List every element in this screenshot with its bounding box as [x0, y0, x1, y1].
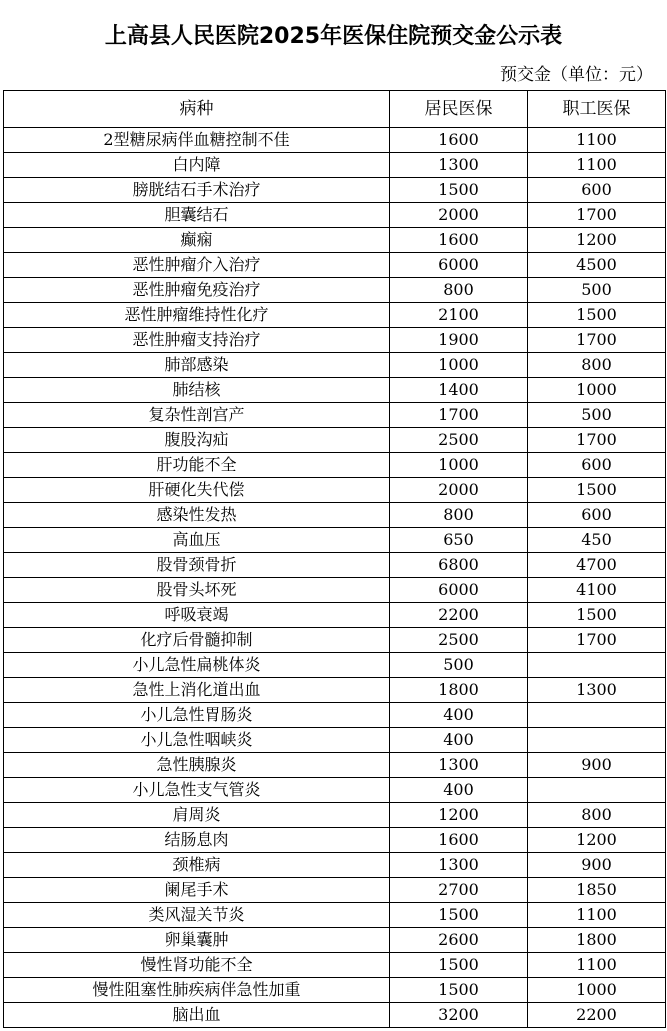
- resident-insurance-cell: 1800: [390, 678, 528, 703]
- disease-cell: 肺结核: [4, 378, 390, 403]
- employee-insurance-cell: 800: [528, 353, 666, 378]
- employee-insurance-cell: 2200: [528, 1003, 666, 1028]
- disease-cell: 恶性肿瘤支持治疗: [4, 328, 390, 353]
- resident-insurance-cell: 1500: [390, 978, 528, 1003]
- employee-insurance-cell: 1700: [528, 328, 666, 353]
- disease-cell: 膀胱结石手术治疗: [4, 178, 390, 203]
- disease-cell: 小儿急性扁桃体炎: [4, 653, 390, 678]
- employee-insurance-cell: [528, 703, 666, 728]
- employee-insurance-cell: 4700: [528, 553, 666, 578]
- resident-insurance-cell: 6000: [390, 253, 528, 278]
- employee-insurance-cell: 600: [528, 503, 666, 528]
- disease-cell: 慢性肾功能不全: [4, 953, 390, 978]
- employee-insurance-cell: 500: [528, 278, 666, 303]
- page-title: 上高县人民医院2025年医保住院预交金公示表: [104, 24, 563, 49]
- employee-insurance-cell: 500: [528, 403, 666, 428]
- employee-insurance-cell: 800: [528, 803, 666, 828]
- resident-insurance-cell: 2000: [390, 203, 528, 228]
- table-header-row: [4, 91, 666, 128]
- resident-insurance-cell: 3200: [390, 1003, 528, 1028]
- table-row: [4, 603, 666, 628]
- disease-cell: 2型糖尿病伴血糖控制不佳: [4, 128, 390, 153]
- table-row: [4, 803, 666, 828]
- table-row: [4, 403, 666, 428]
- disease-cell: 肩周炎: [4, 803, 390, 828]
- resident-insurance-cell: 1000: [390, 453, 528, 478]
- disease-cell: 高血压: [4, 528, 390, 553]
- disease-cell: 急性胰腺炎: [4, 753, 390, 778]
- disease-cell: 小儿急性咽峡炎: [4, 728, 390, 753]
- resident-insurance-cell: 6800: [390, 553, 528, 578]
- resident-insurance-cell: 2200: [390, 603, 528, 628]
- employee-insurance-cell: 600: [528, 453, 666, 478]
- employee-insurance-cell: 1700: [528, 628, 666, 653]
- unit-note: 预交金（单位：元）: [500, 65, 653, 85]
- table-row: [4, 153, 666, 178]
- employee-insurance-cell: [528, 728, 666, 753]
- table-row: [4, 753, 666, 778]
- disease-cell: 胆囊结石: [4, 203, 390, 228]
- employee-insurance-cell: 1000: [528, 978, 666, 1003]
- resident-insurance-cell: 500: [390, 653, 528, 678]
- table-row: [4, 928, 666, 953]
- employee-insurance-cell: [528, 778, 666, 803]
- resident-insurance-cell: 400: [390, 703, 528, 728]
- resident-insurance-cell: 1300: [390, 753, 528, 778]
- table-row: [4, 453, 666, 478]
- resident-insurance-cell: 6000: [390, 578, 528, 603]
- resident-insurance-cell: 1500: [390, 178, 528, 203]
- employee-insurance-cell: 4100: [528, 578, 666, 603]
- table-row: [4, 203, 666, 228]
- table-row: [4, 628, 666, 653]
- disease-cell: 小儿急性支气管炎: [4, 778, 390, 803]
- disease-cell: 小儿急性胃肠炎: [4, 703, 390, 728]
- table-row: [4, 503, 666, 528]
- disease-cell: 肝硬化失代偿: [4, 478, 390, 503]
- table-row: [4, 353, 666, 378]
- resident-insurance-cell: 1700: [390, 403, 528, 428]
- employee-insurance-cell: 1300: [528, 678, 666, 703]
- table-row: [4, 228, 666, 253]
- table-row: [4, 853, 666, 878]
- disease-cell: 恶性肿瘤免疫治疗: [4, 278, 390, 303]
- resident-insurance-cell: 1300: [390, 153, 528, 178]
- employee-insurance-cell: 1000: [528, 378, 666, 403]
- employee-insurance-cell: 1100: [528, 903, 666, 928]
- resident-insurance-cell: 2600: [390, 928, 528, 953]
- table-row: [4, 128, 666, 153]
- disease-cell: 股骨颈骨折: [4, 553, 390, 578]
- disease-cell: 呼吸衰竭: [4, 603, 390, 628]
- resident-insurance-cell: 650: [390, 528, 528, 553]
- table-row: [4, 978, 666, 1003]
- employee-insurance-cell: 1100: [528, 153, 666, 178]
- table-row: [4, 328, 666, 353]
- resident-insurance-cell: 1500: [390, 903, 528, 928]
- resident-insurance-cell: 1900: [390, 328, 528, 353]
- disease-cell: 肝功能不全: [4, 453, 390, 478]
- employee-insurance-cell: 900: [528, 753, 666, 778]
- table-row: [4, 703, 666, 728]
- resident-insurance-cell: 2500: [390, 628, 528, 653]
- column-header-employee-insurance: 职工医保: [528, 91, 666, 128]
- table-row: [4, 528, 666, 553]
- employee-insurance-cell: 450: [528, 528, 666, 553]
- table-row: [4, 478, 666, 503]
- employee-insurance-cell: 1200: [528, 228, 666, 253]
- disease-cell: 恶性肿瘤维持性化疗: [4, 303, 390, 328]
- table-row: [4, 278, 666, 303]
- resident-insurance-cell: 1600: [390, 228, 528, 253]
- employee-insurance-cell: 4500: [528, 253, 666, 278]
- disease-cell: 卵巢囊肿: [4, 928, 390, 953]
- table-row: [4, 303, 666, 328]
- resident-insurance-cell: 2000: [390, 478, 528, 503]
- employee-insurance-cell: 1100: [528, 128, 666, 153]
- column-header-resident-insurance: 居民医保: [390, 91, 528, 128]
- disease-cell: 结肠息肉: [4, 828, 390, 853]
- disease-cell: 类风湿关节炎: [4, 903, 390, 928]
- employee-insurance-cell: 1500: [528, 303, 666, 328]
- employee-insurance-cell: 900: [528, 853, 666, 878]
- disease-cell: 恶性肿瘤介入治疗: [4, 253, 390, 278]
- employee-insurance-cell: 1500: [528, 603, 666, 628]
- disease-cell: 白内障: [4, 153, 390, 178]
- resident-insurance-cell: 1300: [390, 853, 528, 878]
- disease-cell: 腹股沟疝: [4, 428, 390, 453]
- resident-insurance-cell: 400: [390, 778, 528, 803]
- table-row: [4, 828, 666, 853]
- employee-insurance-cell: 1700: [528, 428, 666, 453]
- employee-insurance-cell: 1850: [528, 878, 666, 903]
- resident-insurance-cell: 1600: [390, 128, 528, 153]
- disease-cell: 股骨头坏死: [4, 578, 390, 603]
- resident-insurance-cell: 1500: [390, 953, 528, 978]
- table-row: [4, 1003, 666, 1028]
- employee-insurance-cell: 1100: [528, 953, 666, 978]
- table-row: [4, 178, 666, 203]
- disease-cell: 复杂性剖宫产: [4, 403, 390, 428]
- disease-cell: 脑出血: [4, 1003, 390, 1028]
- employee-insurance-cell: [528, 653, 666, 678]
- resident-insurance-cell: 400: [390, 728, 528, 753]
- resident-insurance-cell: 2700: [390, 878, 528, 903]
- resident-insurance-cell: 1400: [390, 378, 528, 403]
- deposit-table: [3, 90, 666, 1028]
- table-row: [4, 378, 666, 403]
- table-row: [4, 953, 666, 978]
- table-row: [4, 878, 666, 903]
- employee-insurance-cell: 1500: [528, 478, 666, 503]
- disease-cell: 颈椎病: [4, 853, 390, 878]
- column-header-disease: 病种: [4, 91, 390, 128]
- resident-insurance-cell: 2500: [390, 428, 528, 453]
- resident-insurance-cell: 1000: [390, 353, 528, 378]
- table-row: [4, 428, 666, 453]
- employee-insurance-cell: 600: [528, 178, 666, 203]
- disease-cell: 癫痫: [4, 228, 390, 253]
- table-row: [4, 903, 666, 928]
- resident-insurance-cell: 800: [390, 503, 528, 528]
- employee-insurance-cell: 1200: [528, 828, 666, 853]
- resident-insurance-cell: 800: [390, 278, 528, 303]
- table-row: [4, 678, 666, 703]
- table-row: [4, 653, 666, 678]
- disease-cell: 急性上消化道出血: [4, 678, 390, 703]
- table-body: [4, 128, 666, 1028]
- disease-cell: 肺部感染: [4, 353, 390, 378]
- employee-insurance-cell: 1800: [528, 928, 666, 953]
- table-row: [4, 778, 666, 803]
- table-row: [4, 728, 666, 753]
- table-row: [4, 578, 666, 603]
- disease-cell: 阑尾手术: [4, 878, 390, 903]
- disease-cell: 慢性阻塞性肺疾病伴急性加重: [4, 978, 390, 1003]
- resident-insurance-cell: 2100: [390, 303, 528, 328]
- disease-cell: 感染性发热: [4, 503, 390, 528]
- employee-insurance-cell: 1700: [528, 203, 666, 228]
- resident-insurance-cell: 1600: [390, 828, 528, 853]
- table-row: [4, 553, 666, 578]
- table-row: [4, 253, 666, 278]
- resident-insurance-cell: 1200: [390, 803, 528, 828]
- disease-cell: 化疗后骨髓抑制: [4, 628, 390, 653]
